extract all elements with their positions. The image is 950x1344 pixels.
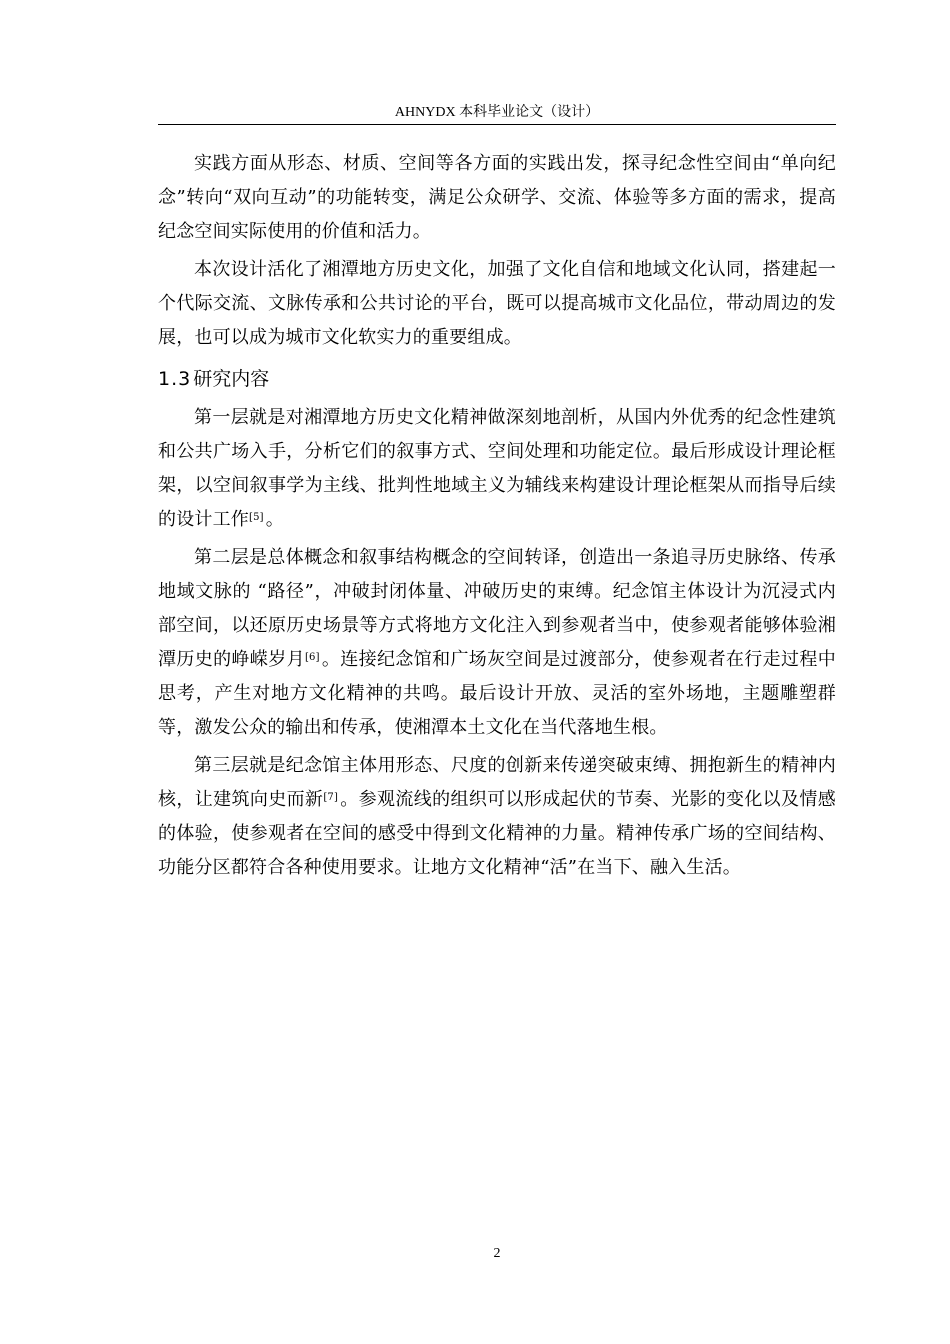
citation-ref: [7] — [323, 792, 339, 803]
page-body — [158, 147, 836, 889]
paragraph-layer-two — [158, 541, 836, 745]
citation-ref: [6] — [304, 652, 320, 663]
paragraph-text: 第一层就是对湘潭地方历史文化精神做深刻地剖析，从国内外优秀的纪念性建筑和公共广场入手，分析它们的叙事方式、空间处理和功能定位。最后形成设计理论框架，以空间叙事学为主线、批判性地域主义为辅线来构建设计理论框架从而指导后续的设计工作 — [158, 407, 836, 530]
running-header: AHNYDX 本科毕业论文（设计） — [394, 105, 600, 120]
paragraph-layer-three — [158, 749, 836, 885]
paragraph-design-significance: 本次设计活化了湘潭地方历史文化，加强了文化自信和地域文化认同，搭建起一个代际交流、文脉传承和公共讨论的平台，既可以提高城市文化品位，带动周边的发展，也可以成为城市文化软实力的重要组成。 — [158, 259, 836, 348]
section-number: 1.3 — [158, 368, 192, 390]
section-title: 研究内容 — [193, 368, 270, 390]
paragraph-text-end: 。 — [265, 509, 284, 530]
paragraph-text-end: 。连接纪念馆和广场灰空间是过渡部分，使参观者在行走过程中思考，产生对地方文化精神的共鸣。最后设计开放、灵活的室外场地，主题雕塑群等，激发公众的输出和传承，使湘潭本土文化在当代落地生根。 — [158, 649, 836, 738]
paragraph-text-end: 。参观流线的组织可以形成起伏的节奏、光影的变化以及情感的体验，使参观者在空间的感受中得到文化精神的力量。精神传承广场的空间结构、功能分区都符合各种使用要求。让地方文化精神“活”在当下、融入生活。 — [158, 789, 836, 878]
citation-ref: [5] — [249, 512, 264, 523]
section-heading — [158, 361, 836, 397]
paragraph-layer-one — [158, 401, 836, 537]
paragraph-text: 第二层是总体概念和叙事结构概念的空间转译，创造出一条追寻历史脉络、传承地域文脉的 “路径”，冲破封闭体量、冲破历史的束缚。纪念馆主体设计为沉浸式内部空间，以还原历史场景等方式将地方文化注入到参观者当中，使参观者能够体验湘潭历史的峥嵘岁月 — [158, 547, 836, 670]
paragraph-practice: 实践方面从形态、材质、空间等各方面的实践出发，探寻纪念性空间由“单向纪念”转向“双向互动”的功能转变，满足公众研学、交流、体验等多方面的需求，提高纪念空间实际使用的价值和活力。 — [158, 153, 836, 242]
paragraph-text: 第三层就是纪念馆主体用形态、尺度的创新来传递突破束缚、拥抱新生的精神内核，让建筑向史而新 — [158, 755, 836, 810]
page-number: 2 — [493, 1246, 501, 1261]
header-divider — [158, 124, 836, 125]
